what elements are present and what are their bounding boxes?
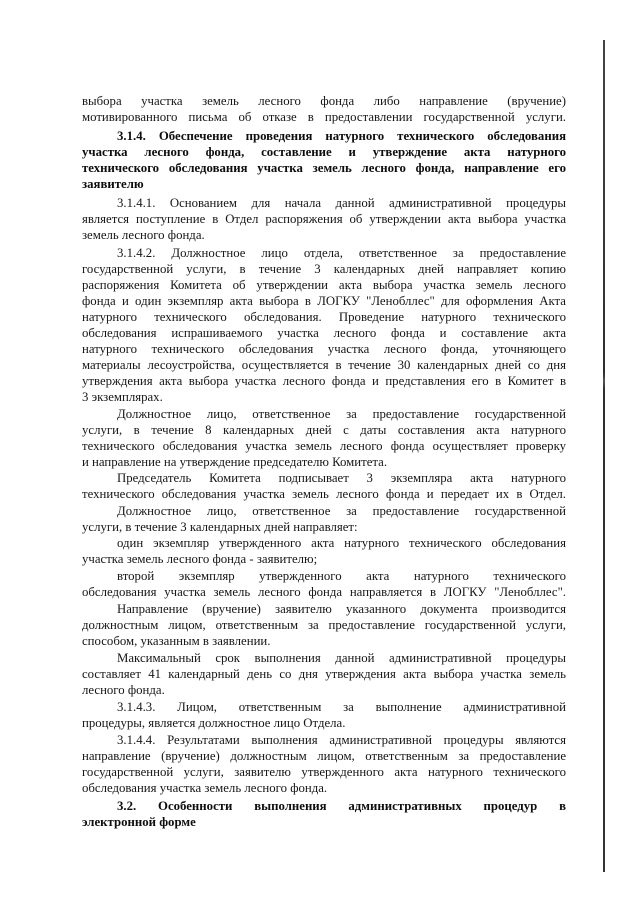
paragraph-first-copy (82, 535, 566, 567)
text-line: обследования участка земель лесного фонда. (82, 781, 328, 795)
section-heading-3-1-4 (82, 128, 566, 192)
text-line: 3.2. Особенности выполнения административных процедур в (117, 799, 566, 813)
text-line: мотивированного письма об отказе в предоставлении государственной услуги. (82, 110, 566, 124)
text-line: 3.1.4.4. Результатами выполнения административной процедуры являются (117, 733, 566, 747)
text-line: Должностное лицо, ответственное за предоставление государственной (117, 504, 566, 518)
paragraph-3-1-4-3 (82, 699, 566, 731)
text-line: обследования испрашиваемого участка лесного фонда и составление акта (82, 326, 566, 340)
text-line: процедуры, является должностное лицо Отдела. (82, 716, 346, 730)
text-line: 3.1.4.2. Должностное лицо отдела, ответственное за предоставление (117, 246, 566, 260)
text-line: услуги, в течение 3 календарных дней направляет: (82, 520, 358, 534)
text-line: утверждения акта выбора участка лесного фонда и представления его в Комитет в (82, 374, 566, 388)
text-line: технического обследования участка земель лесного фонда, направление его (82, 161, 566, 175)
text-line: 3 экземплярах. (82, 390, 163, 404)
text-line: способом, указанным в заявлении. (82, 634, 271, 648)
text-line: фонда и один экземпляр акта выбора в ЛОГКУ "Ленобллес" для оформления Акта (82, 294, 566, 308)
text-line: является поступление в Отдел распоряжения об утверждении акта выбора участка (82, 212, 566, 226)
scan-edge-line (603, 40, 605, 872)
text-line: распоряжения Комитета об утверждении акта выбора участка земель лесного (82, 278, 566, 292)
paragraph-official-sends (82, 503, 566, 535)
text-line: натурного технического обследования участка лесного фонда, уточняющего (82, 342, 566, 356)
text-line: направление (вручение) должностным лицом, ответственным за предоставление (82, 749, 566, 763)
text-line: государственной услуги, в течение 3 календарных дней направляет копию (82, 262, 566, 276)
text-line: обследования участка земель лесного фонда направляется в ЛОГКУ "Ленобллес". (82, 585, 566, 599)
paragraph-3-1-4-1 (82, 195, 566, 243)
text-line: один экземпляр утвержденного акта натурного технического обследования (117, 536, 566, 550)
text-line: лесного фонда. (82, 683, 165, 697)
section-heading-3-2 (82, 798, 566, 830)
text-line: 3.1.4. Обеспечение проведения натурного технического обследования (117, 129, 566, 143)
text-line: составляет 41 календарный день со дня утверждения акта выбора участка земель (82, 667, 566, 681)
text-line: технического обследования участка земель лесного фонда и передает их в Отдел. (82, 487, 566, 501)
text-line: выбора участка земель лесного фонда либо направление (вручение) (82, 94, 566, 108)
paragraph-3-1-4-2 (82, 245, 566, 405)
text-line: и направление на утверждение председателю Комитета. (82, 455, 388, 469)
paragraph-chairman-signs (82, 470, 566, 502)
paragraph-check-and-approval (82, 406, 566, 470)
paragraph-3-1-4-4 (82, 732, 566, 796)
text-line: технического обследования участка земель лесного фонда осуществляет проверку (82, 439, 566, 453)
paragraph-intro-tail (82, 93, 566, 125)
text-line: 3.1.4.3. Лицом, ответственным за выполнение административной (117, 700, 566, 714)
text-line: Должностное лицо, ответственное за предоставление государственной (117, 407, 566, 421)
text-line: второй экземпляр утвержденного акта натурного технического (117, 569, 566, 583)
paragraph-max-term (82, 650, 566, 698)
text-line: должностным лицом, ответственным за предоставление государственной услуги, (82, 618, 566, 632)
text-line: Направление (вручение) заявителю указанного документа производится (117, 602, 566, 616)
text-line: материалы лесоустройства, осуществляется в течение 30 календарных дней со дня (82, 358, 566, 372)
text-line: электронной форме (82, 815, 196, 829)
text-line: Председатель Комитета подписывает 3 экземпляра акта натурного (117, 471, 566, 485)
text-line: участка лесного фонда, составление и утверждение акта натурного (82, 145, 566, 159)
text-line: заявителю (82, 177, 144, 191)
document-page (82, 93, 566, 830)
text-line: услуги, в течение 8 календарных дней с даты составления акта натурного (82, 423, 566, 437)
text-line: земель лесного фонда. (82, 228, 205, 242)
text-line: Максимальный срок выполнения данной административной процедуры (117, 651, 566, 665)
text-line: участка земель лесного фонда - заявителю; (82, 552, 318, 566)
text-line: натурного технического обследования. Проведение натурного технического (82, 310, 566, 324)
paragraph-delivery (82, 601, 566, 649)
text-line: 3.1.4.1. Основанием для начала данной административной процедуры (117, 196, 566, 210)
paragraph-second-copy (82, 568, 566, 600)
text-line: государственной услуги, заявителю утвержденного акта натурного технического (82, 765, 566, 779)
